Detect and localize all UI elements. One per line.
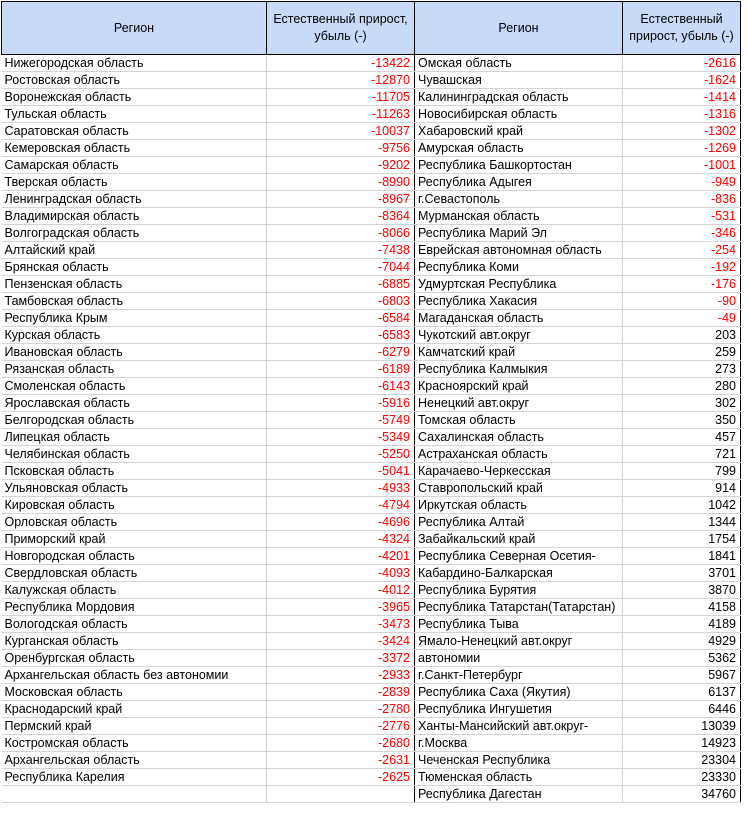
right-value-cell[interactable]: 34760 bbox=[623, 786, 741, 803]
left-region-cell[interactable]: Вологодская область bbox=[2, 616, 267, 633]
right-value-cell[interactable]: -836 bbox=[623, 191, 741, 208]
right-value-cell[interactable]: -1001 bbox=[623, 157, 741, 174]
left-value-cell[interactable]: -6279 bbox=[267, 344, 415, 361]
table-row bbox=[2, 701, 741, 718]
left-region-cell[interactable]: Ростовская область bbox=[2, 72, 267, 89]
right-value-cell[interactable]: 23304 bbox=[623, 752, 741, 769]
left-region-cell[interactable]: Тверская область bbox=[2, 174, 267, 191]
left-region-cell[interactable]: Архангельская область без автономии bbox=[2, 667, 267, 684]
left-value-cell[interactable]: -5749 bbox=[267, 412, 415, 429]
left-region-cell[interactable]: Калужская область bbox=[2, 582, 267, 599]
left-value-cell[interactable]: -8967 bbox=[267, 191, 415, 208]
left-value-cell[interactable]: -12870 bbox=[267, 72, 415, 89]
left-value-cell[interactable]: -6583 bbox=[267, 327, 415, 344]
right-value-cell[interactable]: 6137 bbox=[623, 684, 741, 701]
table-row bbox=[2, 684, 741, 701]
left-region-cell[interactable] bbox=[2, 786, 267, 803]
left-region-cell[interactable]: Нижегородская область bbox=[2, 55, 267, 72]
left-value-cell[interactable] bbox=[267, 786, 415, 803]
left-region-cell[interactable]: Курганская область bbox=[2, 633, 267, 650]
left-value-cell[interactable]: -7438 bbox=[267, 242, 415, 259]
right-value-cell[interactable]: 457 bbox=[623, 429, 741, 446]
left-region-cell[interactable]: Республика Карелия bbox=[2, 769, 267, 786]
table-row bbox=[2, 276, 741, 293]
right-value-cell[interactable]: -254 bbox=[623, 242, 741, 259]
header-region-left[interactable]: Регион bbox=[2, 2, 267, 55]
right-region-cell[interactable]: Амурская область bbox=[415, 140, 623, 157]
right-region-cell[interactable]: Республика Тыва bbox=[415, 616, 623, 633]
left-region-cell[interactable]: Республика Мордовия bbox=[2, 599, 267, 616]
right-region-cell[interactable]: Республика Бурятия bbox=[415, 582, 623, 599]
table-row bbox=[2, 191, 741, 208]
right-region-cell[interactable]: Калининградская область bbox=[415, 89, 623, 106]
right-value-cell[interactable]: 1042 bbox=[623, 497, 741, 514]
left-region-cell[interactable]: Волгоградская область bbox=[2, 225, 267, 242]
left-value-cell[interactable]: -6189 bbox=[267, 361, 415, 378]
right-value-cell[interactable]: -1316 bbox=[623, 106, 741, 123]
left-value-cell[interactable]: -4201 bbox=[267, 548, 415, 565]
right-value-cell[interactable]: 5967 bbox=[623, 667, 741, 684]
population-growth-table bbox=[1, 1, 741, 803]
left-region-cell[interactable]: Приморский край bbox=[2, 531, 267, 548]
table-row bbox=[2, 463, 741, 480]
left-region-cell[interactable]: Саратовская область bbox=[2, 123, 267, 140]
left-region-cell[interactable]: Свердловская область bbox=[2, 565, 267, 582]
table-row bbox=[2, 446, 741, 463]
right-value-cell[interactable]: 6446 bbox=[623, 701, 741, 718]
table-row bbox=[2, 616, 741, 633]
right-region-cell[interactable]: Ямало-Ненецкий авт.округ bbox=[415, 633, 623, 650]
left-region-cell[interactable]: Рязанская область bbox=[2, 361, 267, 378]
right-region-cell[interactable]: Карачаево-Черкесская bbox=[415, 463, 623, 480]
right-value-cell[interactable]: 721 bbox=[623, 446, 741, 463]
right-region-cell[interactable]: Забайкальский край bbox=[415, 531, 623, 548]
right-value-cell[interactable]: 3870 bbox=[623, 582, 741, 599]
right-region-cell[interactable]: Иркутская область bbox=[415, 497, 623, 514]
left-value-cell[interactable]: -2625 bbox=[267, 769, 415, 786]
table-row bbox=[2, 667, 741, 684]
right-region-cell[interactable]: Новосибирская область bbox=[415, 106, 623, 123]
table-row bbox=[2, 140, 741, 157]
left-region-cell[interactable]: Архангельская область bbox=[2, 752, 267, 769]
left-region-cell[interactable]: Курская область bbox=[2, 327, 267, 344]
left-region-cell[interactable]: Орловская область bbox=[2, 514, 267, 531]
right-value-cell[interactable]: 3701 bbox=[623, 565, 741, 582]
right-value-cell[interactable]: 799 bbox=[623, 463, 741, 480]
table-row bbox=[2, 89, 741, 106]
table-row bbox=[2, 344, 741, 361]
table-row bbox=[2, 429, 741, 446]
left-region-cell[interactable]: Пермский край bbox=[2, 718, 267, 735]
left-region-cell[interactable]: Республика Крым bbox=[2, 310, 267, 327]
right-region-cell[interactable]: Камчатский край bbox=[415, 344, 623, 361]
left-value-cell[interactable]: -4324 bbox=[267, 531, 415, 548]
right-value-cell[interactable]: 4189 bbox=[623, 616, 741, 633]
left-value-cell[interactable]: -3372 bbox=[267, 650, 415, 667]
table-body bbox=[2, 55, 741, 803]
left-value-cell[interactable]: -2780 bbox=[267, 701, 415, 718]
right-value-cell[interactable]: 5362 bbox=[623, 650, 741, 667]
table-row bbox=[2, 361, 741, 378]
left-region-cell[interactable]: Ульяновская область bbox=[2, 480, 267, 497]
table-row bbox=[2, 208, 741, 225]
right-region-cell[interactable]: Томская область bbox=[415, 412, 623, 429]
table-row bbox=[2, 735, 741, 752]
left-value-cell[interactable]: -9202 bbox=[267, 157, 415, 174]
left-value-cell[interactable]: -2776 bbox=[267, 718, 415, 735]
right-region-cell[interactable]: Еврейская автономная область bbox=[415, 242, 623, 259]
left-region-cell[interactable]: Челябинская область bbox=[2, 446, 267, 463]
right-value-cell[interactable]: 14923 bbox=[623, 735, 741, 752]
table-row bbox=[2, 259, 741, 276]
table-row bbox=[2, 157, 741, 174]
right-region-cell[interactable]: Республика Северная Осетия- bbox=[415, 548, 623, 565]
right-region-cell[interactable]: Республика Адыгея bbox=[415, 174, 623, 191]
right-region-cell[interactable]: Тюменская область bbox=[415, 769, 623, 786]
right-value-cell[interactable]: -192 bbox=[623, 259, 741, 276]
right-value-cell[interactable]: -949 bbox=[623, 174, 741, 191]
right-region-cell[interactable]: Республика Алтай bbox=[415, 514, 623, 531]
right-value-cell[interactable]: 280 bbox=[623, 378, 741, 395]
left-value-cell[interactable]: -5349 bbox=[267, 429, 415, 446]
right-region-cell[interactable]: Республика Коми bbox=[415, 259, 623, 276]
left-value-cell[interactable]: -9756 bbox=[267, 140, 415, 157]
table-row bbox=[2, 395, 741, 412]
left-region-cell[interactable]: Воронежская область bbox=[2, 89, 267, 106]
left-region-cell[interactable]: Оренбургская область bbox=[2, 650, 267, 667]
table-row bbox=[2, 480, 741, 497]
left-value-cell[interactable]: -6584 bbox=[267, 310, 415, 327]
right-region-cell[interactable]: Удмуртская Республика bbox=[415, 276, 623, 293]
left-region-cell[interactable]: Ярославская область bbox=[2, 395, 267, 412]
right-value-cell[interactable]: 4929 bbox=[623, 633, 741, 650]
left-value-cell[interactable]: -8364 bbox=[267, 208, 415, 225]
left-value-cell[interactable]: -5041 bbox=[267, 463, 415, 480]
right-region-cell[interactable]: Чувашская bbox=[415, 72, 623, 89]
right-value-cell[interactable]: -1414 bbox=[623, 89, 741, 106]
table-row bbox=[2, 531, 741, 548]
header-region-right[interactable]: Регион bbox=[415, 2, 623, 55]
left-value-cell[interactable]: -5916 bbox=[267, 395, 415, 412]
table-row bbox=[2, 582, 741, 599]
right-region-cell[interactable]: Республика Хакасия bbox=[415, 293, 623, 310]
right-region-cell[interactable]: Республика Ингушетия bbox=[415, 701, 623, 718]
table-row bbox=[2, 310, 741, 327]
right-value-cell[interactable]: 914 bbox=[623, 480, 741, 497]
right-value-cell[interactable]: -2616 bbox=[623, 55, 741, 72]
table-row bbox=[2, 650, 741, 667]
left-value-cell[interactable]: -4933 bbox=[267, 480, 415, 497]
left-value-cell[interactable]: -4093 bbox=[267, 565, 415, 582]
left-value-cell[interactable]: -3473 bbox=[267, 616, 415, 633]
left-region-cell[interactable]: Костромская область bbox=[2, 735, 267, 752]
left-region-cell[interactable]: Московская область bbox=[2, 684, 267, 701]
table-row bbox=[2, 565, 741, 582]
left-region-cell[interactable]: Краснодарский край bbox=[2, 701, 267, 718]
left-region-cell[interactable]: Владимирская область bbox=[2, 208, 267, 225]
right-region-cell[interactable]: Хабаровский край bbox=[415, 123, 623, 140]
table-row bbox=[2, 786, 741, 803]
left-value-cell[interactable]: -8066 bbox=[267, 225, 415, 242]
right-region-cell[interactable]: г.Санкт-Петербург bbox=[415, 667, 623, 684]
left-region-cell[interactable]: Тульская область bbox=[2, 106, 267, 123]
header-growth-left[interactable]: Естественный прирост, убыль (-) bbox=[267, 2, 415, 55]
right-region-cell[interactable]: Республика Дагестан bbox=[415, 786, 623, 803]
table-row bbox=[2, 378, 741, 395]
left-region-cell[interactable]: Ивановская область bbox=[2, 344, 267, 361]
left-region-cell[interactable]: Тамбовская область bbox=[2, 293, 267, 310]
right-region-cell[interactable]: Красноярский край bbox=[415, 378, 623, 395]
table-row bbox=[2, 718, 741, 735]
table-row bbox=[2, 72, 741, 89]
right-region-cell[interactable]: Республика Калмыкия bbox=[415, 361, 623, 378]
header-growth-right[interactable]: Естественный прирост, убыль (-) bbox=[623, 2, 741, 55]
table-row bbox=[2, 293, 741, 310]
right-region-cell[interactable]: Омская область bbox=[415, 55, 623, 72]
table-row bbox=[2, 514, 741, 531]
left-value-cell[interactable]: -2631 bbox=[267, 752, 415, 769]
left-value-cell[interactable]: -10037 bbox=[267, 123, 415, 140]
right-region-cell[interactable]: автономии bbox=[415, 650, 623, 667]
right-value-cell[interactable]: -531 bbox=[623, 208, 741, 225]
right-value-cell[interactable]: 23330 bbox=[623, 769, 741, 786]
left-region-cell[interactable]: Самарская область bbox=[2, 157, 267, 174]
left-region-cell[interactable]: Алтайский край bbox=[2, 242, 267, 259]
right-region-cell[interactable]: Ставропольский край bbox=[415, 480, 623, 497]
table-row bbox=[2, 769, 741, 786]
left-region-cell[interactable]: Псковская область bbox=[2, 463, 267, 480]
table-row bbox=[2, 106, 741, 123]
right-region-cell[interactable]: г.Севастополь bbox=[415, 191, 623, 208]
left-value-cell[interactable]: -3424 bbox=[267, 633, 415, 650]
right-region-cell[interactable]: Чеченская Республика bbox=[415, 752, 623, 769]
header-row bbox=[2, 2, 741, 55]
right-value-cell[interactable]: -1302 bbox=[623, 123, 741, 140]
right-value-cell[interactable]: 203 bbox=[623, 327, 741, 344]
left-value-cell[interactable]: -2933 bbox=[267, 667, 415, 684]
table-row bbox=[2, 752, 741, 769]
left-value-cell[interactable]: -11705 bbox=[267, 89, 415, 106]
right-region-cell[interactable]: Магаданская область bbox=[415, 310, 623, 327]
right-region-cell[interactable]: Чукотский авт.округ bbox=[415, 327, 623, 344]
table-row bbox=[2, 599, 741, 616]
left-value-cell[interactable]: -13422 bbox=[267, 55, 415, 72]
right-region-cell[interactable]: Мурманская область bbox=[415, 208, 623, 225]
table-row bbox=[2, 55, 741, 72]
right-value-cell[interactable]: -176 bbox=[623, 276, 741, 293]
left-region-cell[interactable]: Смоленская область bbox=[2, 378, 267, 395]
left-region-cell[interactable]: Брянская область bbox=[2, 259, 267, 276]
table-row bbox=[2, 242, 741, 259]
right-value-cell[interactable]: -346 bbox=[623, 225, 741, 242]
right-region-cell[interactable]: Астраханская область bbox=[415, 446, 623, 463]
right-value-cell[interactable]: 350 bbox=[623, 412, 741, 429]
right-region-cell[interactable]: Кабардино-Балкарская bbox=[415, 565, 623, 582]
right-value-cell[interactable]: 302 bbox=[623, 395, 741, 412]
left-value-cell[interactable]: -6143 bbox=[267, 378, 415, 395]
left-region-cell[interactable]: Кировская область bbox=[2, 497, 267, 514]
left-value-cell[interactable]: -2680 bbox=[267, 735, 415, 752]
right-region-cell[interactable]: Ненецкий авт.округ bbox=[415, 395, 623, 412]
left-value-cell[interactable]: -5250 bbox=[267, 446, 415, 463]
table-row bbox=[2, 412, 741, 429]
right-value-cell[interactable]: -1624 bbox=[623, 72, 741, 89]
right-region-cell[interactable]: Республика Татарстан(Татарстан) bbox=[415, 599, 623, 616]
left-value-cell[interactable]: -3965 bbox=[267, 599, 415, 616]
table-row bbox=[2, 633, 741, 650]
right-value-cell[interactable]: 259 bbox=[623, 344, 741, 361]
left-value-cell[interactable]: -2839 bbox=[267, 684, 415, 701]
left-value-cell[interactable]: -7044 bbox=[267, 259, 415, 276]
left-region-cell[interactable]: Пензенская область bbox=[2, 276, 267, 293]
right-region-cell[interactable]: г.Москва bbox=[415, 735, 623, 752]
left-region-cell[interactable]: Липецкая область bbox=[2, 429, 267, 446]
left-region-cell[interactable]: Кемеровская область bbox=[2, 140, 267, 157]
right-value-cell[interactable]: 273 bbox=[623, 361, 741, 378]
right-value-cell[interactable]: -90 bbox=[623, 293, 741, 310]
left-value-cell[interactable]: -6885 bbox=[267, 276, 415, 293]
right-value-cell[interactable]: -1269 bbox=[623, 140, 741, 157]
right-value-cell[interactable]: 4158 bbox=[623, 599, 741, 616]
right-value-cell[interactable]: -49 bbox=[623, 310, 741, 327]
left-value-cell[interactable]: -11263 bbox=[267, 106, 415, 123]
right-value-cell[interactable]: 1344 bbox=[623, 514, 741, 531]
table-row bbox=[2, 225, 741, 242]
right-region-cell[interactable]: Сахалинская область bbox=[415, 429, 623, 446]
left-region-cell[interactable]: Белгородская область bbox=[2, 412, 267, 429]
right-region-cell[interactable]: Республика Саха (Якутия) bbox=[415, 684, 623, 701]
left-value-cell[interactable]: -4794 bbox=[267, 497, 415, 514]
right-region-cell[interactable]: Республика Башкортостан bbox=[415, 157, 623, 174]
left-value-cell[interactable]: -6803 bbox=[267, 293, 415, 310]
right-region-cell[interactable]: Республика Марий Эл bbox=[415, 225, 623, 242]
table-row bbox=[2, 327, 741, 344]
left-value-cell[interactable]: -4012 bbox=[267, 582, 415, 599]
left-region-cell[interactable]: Новгородская область bbox=[2, 548, 267, 565]
left-value-cell[interactable]: -8990 bbox=[267, 174, 415, 191]
table-row bbox=[2, 123, 741, 140]
right-region-cell[interactable]: Ханты-Мансийский авт.округ- bbox=[415, 718, 623, 735]
left-region-cell[interactable]: Ленинградская область bbox=[2, 191, 267, 208]
right-value-cell[interactable]: 1841 bbox=[623, 548, 741, 565]
table-row bbox=[2, 497, 741, 514]
right-value-cell[interactable]: 13039 bbox=[623, 718, 741, 735]
right-value-cell[interactable]: 1754 bbox=[623, 531, 741, 548]
table-row bbox=[2, 174, 741, 191]
left-value-cell[interactable]: -4696 bbox=[267, 514, 415, 531]
table-row bbox=[2, 548, 741, 565]
